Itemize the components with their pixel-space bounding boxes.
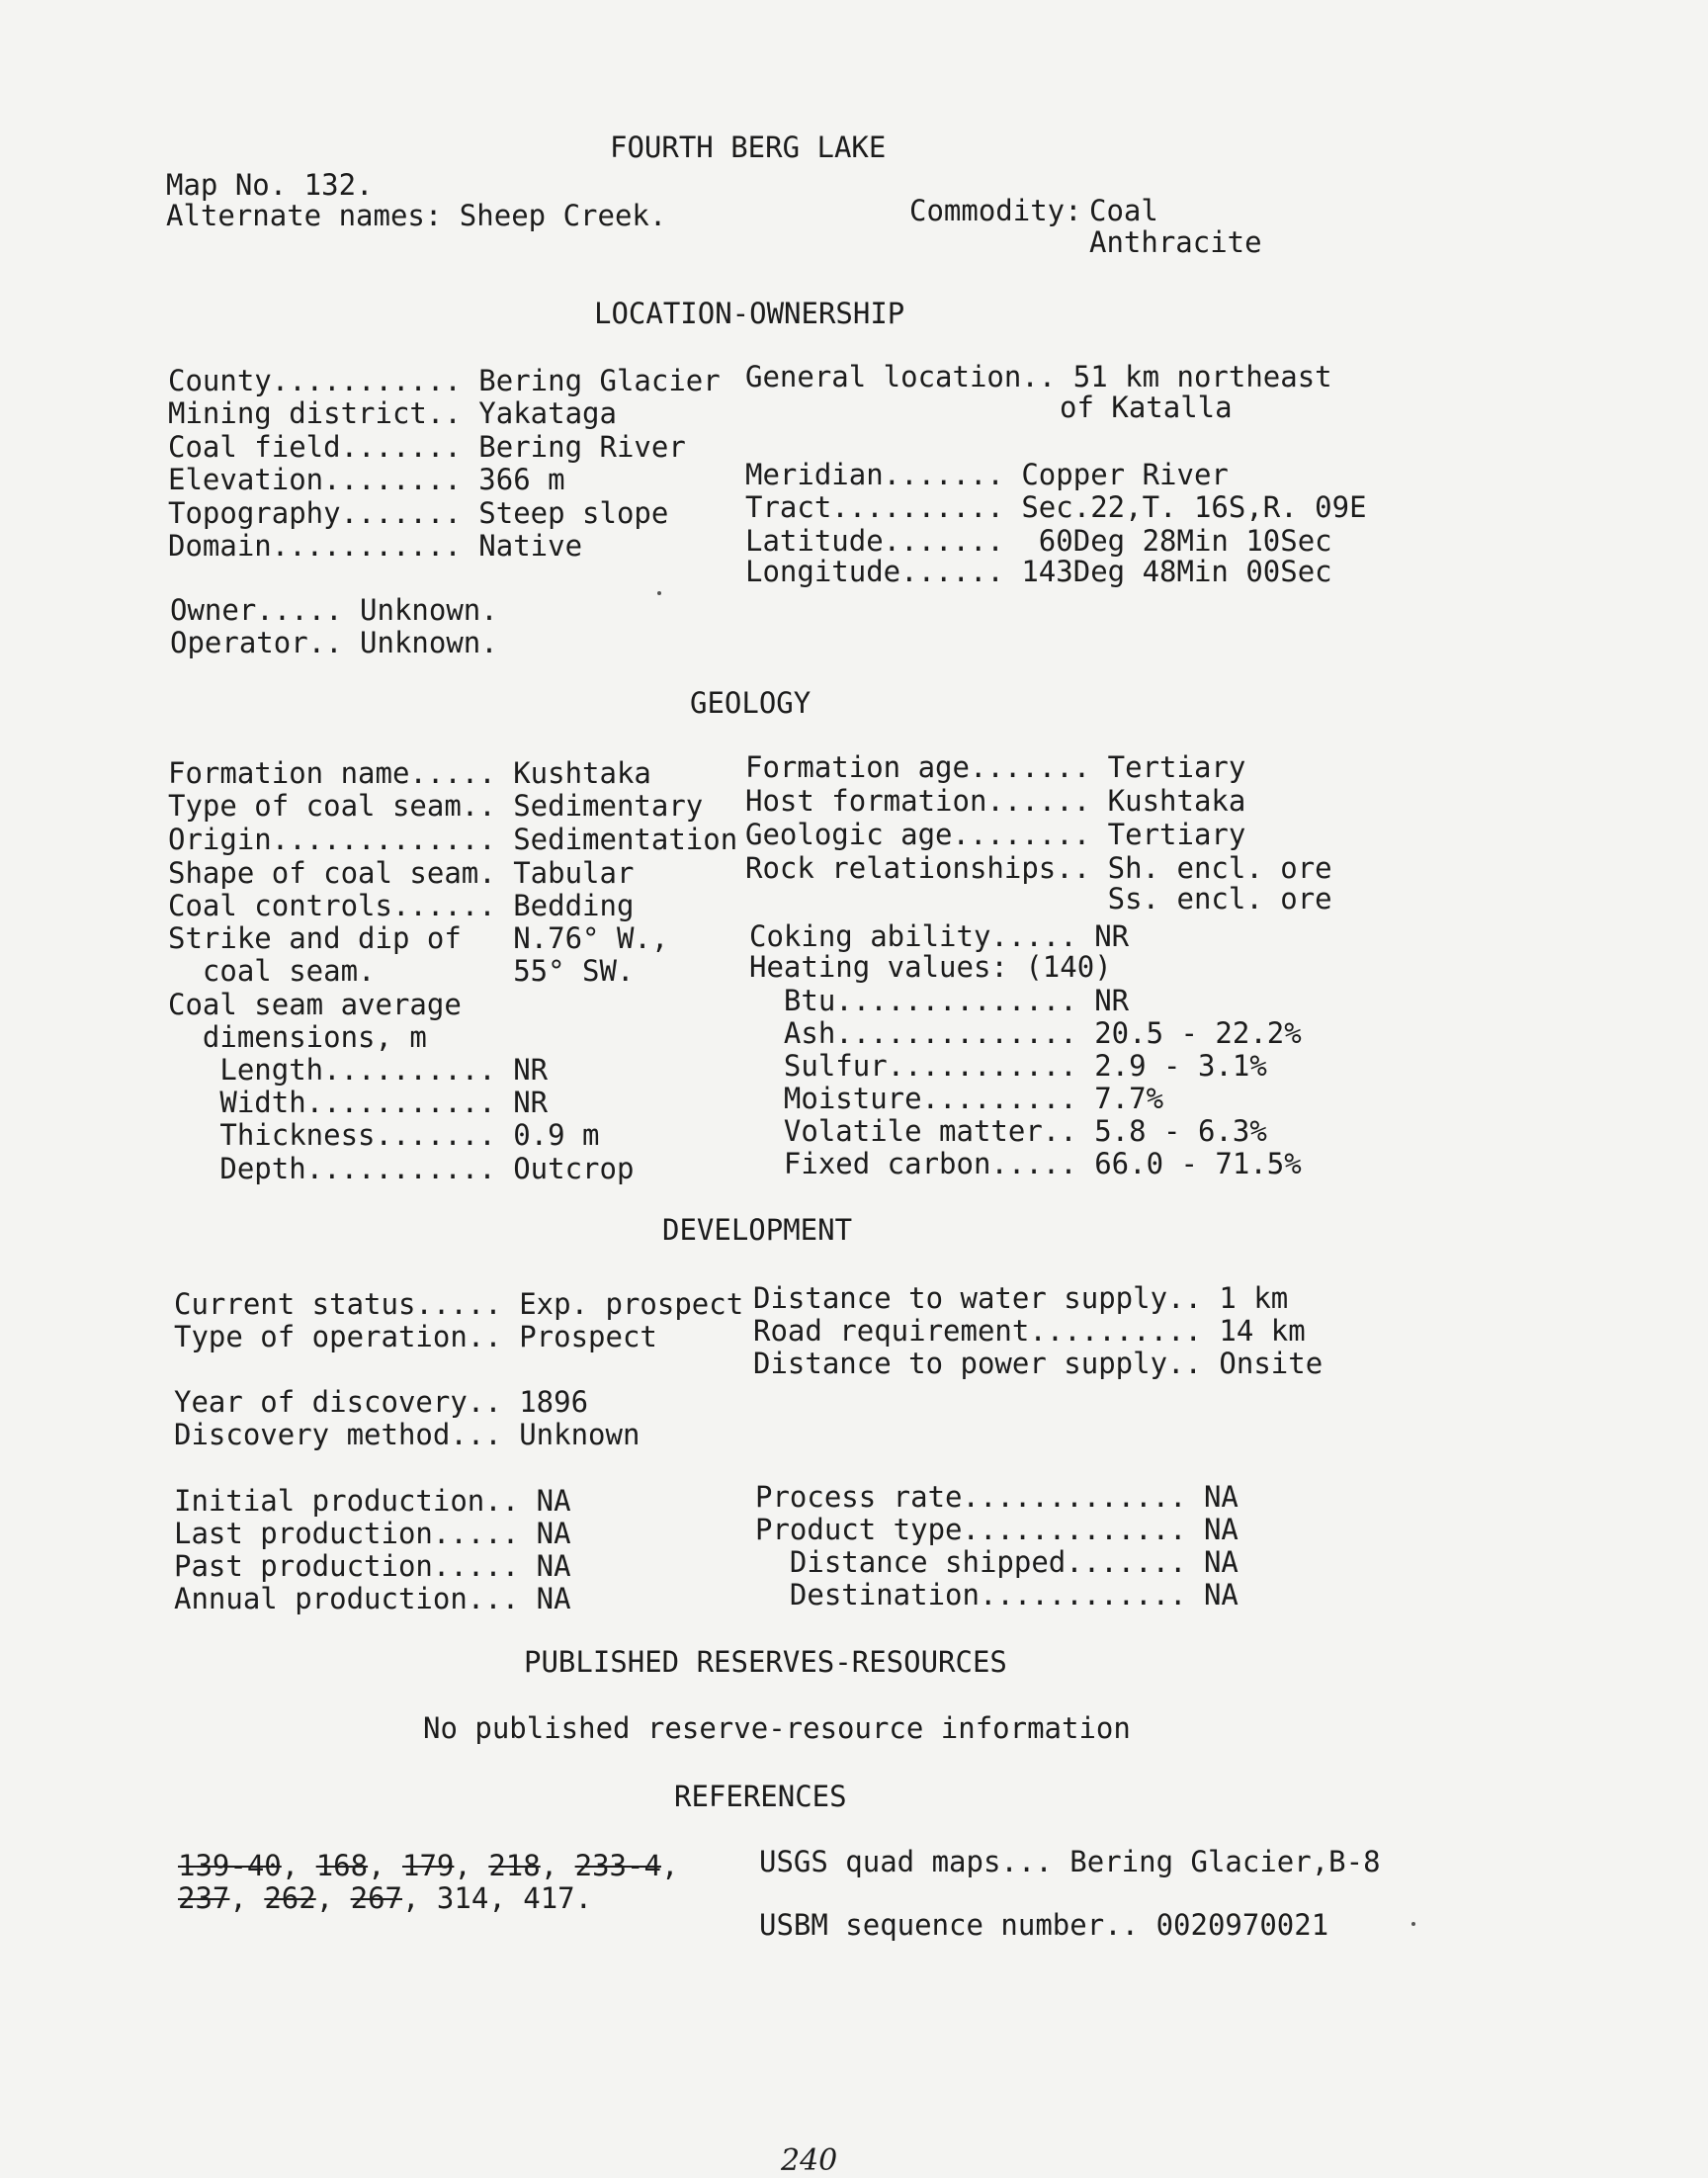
reference-separator: , <box>540 1849 575 1882</box>
geology-right-row: Moisture......... 7.7% <box>749 1082 1164 1115</box>
geology-right-row: Volatile matter.. 5.8 - 6.3% <box>749 1114 1267 1148</box>
location-left-row: Coal field....... Bering River <box>168 430 686 464</box>
geology-left-row: Depth........... Outcrop <box>168 1152 635 1185</box>
operator: Operator.. Unknown. <box>170 626 498 659</box>
geology-right-row: Btu.............. NR <box>749 984 1130 1017</box>
section-heading-geology: GEOLOGY <box>690 686 811 720</box>
location-right-row: Latitude....... 60Deg 28Min 10Sec <box>745 524 1332 558</box>
scan-speck <box>657 591 661 595</box>
usbm-sequence-number: USBM sequence number.. 0020970021 <box>759 1908 1329 1942</box>
geology-left-row: Type of coal seam.. Sedimentary <box>168 789 704 823</box>
location-left-row: Domain........... Native <box>168 529 583 563</box>
geology-left-row: dimensions, m <box>168 1020 427 1054</box>
scan-speck <box>1411 1922 1415 1926</box>
location-right-row: Longitude...... 143Deg 48Min 00Sec <box>745 555 1332 588</box>
reference-number-struck: 262 <box>264 1881 316 1915</box>
reference-number-struck: 237 <box>178 1881 230 1915</box>
geology-left-row: Width........... NR <box>168 1086 549 1119</box>
general-location: General location.. 51 km northeast <box>745 360 1332 393</box>
development-left-row: Current status..... Exp. prospect <box>174 1287 744 1321</box>
geology-left-row: Length.......... NR <box>168 1053 549 1087</box>
reference-separator: , 314, 417. <box>402 1881 593 1915</box>
location-left-row: Mining district.. Yakataga <box>168 396 617 430</box>
location-left-row: Topography....... Steep slope <box>168 496 669 530</box>
production-right-row: Process rate............. NA <box>755 1480 1238 1514</box>
geology-right-row: Ss. encl. ore <box>745 882 1332 915</box>
section-heading-reserves: PUBLISHED RESERVES-RESOURCES <box>524 1645 1007 1679</box>
general-location-cont: of Katalla <box>1060 391 1233 424</box>
location-right-row: Meridian....... Copper River <box>745 458 1229 491</box>
section-heading-development: DEVELOPMENT <box>662 1213 853 1247</box>
geology-right-row: Heating values: (140) <box>749 950 1112 984</box>
geology-right-row: Ash.............. 20.5 - 22.2% <box>749 1016 1302 1050</box>
development-left-row: Discovery method... Unknown <box>174 1418 640 1451</box>
section-heading-references: REFERENCES <box>674 1780 847 1813</box>
location-left-row: Elevation........ 366 m <box>168 463 565 496</box>
geology-right-row: Fixed carbon..... 66.0 - 71.5% <box>749 1147 1302 1180</box>
reference-number-struck: 139-40 <box>178 1849 282 1882</box>
production-left-row: Annual production... NA <box>174 1582 571 1615</box>
reference-separator: , <box>368 1849 402 1882</box>
reserves-text: No published reserve-resource information <box>423 1711 1131 1745</box>
geology-left-row: coal seam. 55° SW. <box>168 954 635 988</box>
development-left-row: Year of discovery.. 1896 <box>174 1385 589 1419</box>
production-left-row: Last production..... NA <box>174 1517 571 1550</box>
usgs-quad-maps: USGS quad maps... Bering Glacier,B-8 <box>759 1845 1381 1878</box>
page-title: FOURTH BERG LAKE <box>610 131 887 164</box>
production-right-row: Destination............ NA <box>755 1578 1238 1612</box>
reference-number-struck: 233-4 <box>574 1849 661 1882</box>
reference-separator: , <box>281 1849 316 1882</box>
location-left-row: County........... Bering Glacier <box>168 364 721 397</box>
reference-number-struck: 179 <box>402 1849 455 1882</box>
section-heading-location: LOCATION-OWNERSHIP <box>594 297 905 330</box>
commodity-value-1: Coal <box>1089 194 1158 227</box>
reference-number-struck: 267 <box>350 1881 403 1915</box>
location-right-row: Tract.......... Sec.22,T. 16S,R. 09E <box>745 490 1367 524</box>
production-right-row: Distance shipped....... NA <box>755 1545 1238 1579</box>
geology-left-row: Shape of coal seam. Tabular <box>168 856 635 890</box>
geology-right-row: Geologic age........ Tertiary <box>745 818 1246 851</box>
production-left-row: Initial production.. NA <box>174 1484 571 1518</box>
commodity-value-2: Anthracite <box>1089 225 1262 259</box>
page-number: 240 <box>781 2143 838 2178</box>
geology-right-row: Coking ability..... NR <box>749 919 1130 953</box>
production-right-row: Product type............. NA <box>755 1513 1238 1546</box>
development-right-row: Distance to water supply.. 1 km <box>753 1281 1289 1315</box>
geology-right-row: Host formation...... Kushtaka <box>745 784 1246 818</box>
map-number: Map No. 132. <box>166 168 374 202</box>
reference-number-struck: 168 <box>315 1849 369 1882</box>
geology-left-row: Coal controls...... Bedding <box>168 889 635 922</box>
production-left-row: Past production..... NA <box>174 1549 571 1583</box>
reference-separator: , <box>315 1881 351 1915</box>
reference-separator: , <box>660 1849 679 1882</box>
reference-number-struck: 218 <box>488 1849 541 1882</box>
reference-list-line-1 <box>178 1849 678 1882</box>
geology-left-row: Coal seam average <box>168 988 462 1021</box>
geology-left-row: Strike and dip of N.76° W., <box>168 921 669 955</box>
reference-list-line-2 <box>178 1881 592 1915</box>
reference-separator: , <box>229 1881 265 1915</box>
geology-right-row: Formation age....... Tertiary <box>745 750 1246 784</box>
geology-right-row: Sulfur........... 2.9 - 3.1% <box>749 1049 1267 1083</box>
commodity-label: Commodity: <box>909 194 1082 227</box>
development-right-row: Distance to power supply.. Onsite <box>753 1347 1324 1380</box>
owner: Owner..... Unknown. <box>170 593 498 627</box>
development-left-row: Type of operation.. Prospect <box>174 1320 657 1353</box>
geology-right-row: Rock relationships.. Sh. encl. ore <box>745 851 1332 885</box>
reference-separator: , <box>454 1849 489 1882</box>
alternate-names: Alternate names: Sheep Creek. <box>166 199 667 232</box>
geology-left-row: Formation name..... Kushtaka <box>168 756 651 790</box>
geology-left-row: Origin............. Sedimentation <box>168 823 738 856</box>
development-right-row: Road requirement.......... 14 km <box>753 1314 1306 1348</box>
geology-left-row: Thickness....... 0.9 m <box>168 1118 600 1152</box>
